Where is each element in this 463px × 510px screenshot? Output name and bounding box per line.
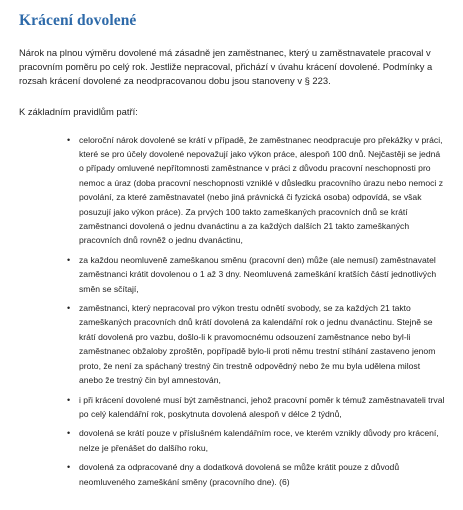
list-item-text: celoroční nárok dovolené se krátí v případě, že zaměstnanec neodpracuje pro překážky v práci, které se pro účely dovolené nepovažují jako výkon práce, alespoň 100 dnů. Nejčastěji se jedná o případy omluvené nepřítomnosti zaměstnance v práci z důvodu pracovní neschopnosti pro nemoc a úraz (doba pracovní neschopnosti vzniklé v důsledku pracovního úrazu nebo nemoci z povolání, za které zaměstnavatel (nebo jiná právnická či fyzická osoba) odpovídá, se však posuzují jako výkon práce). Za prvých 100 takto zameškaných pracovních dnů se krátí zaměstnanci dovolená o jednu dvanáctinu a za každých dalších 21 takto zameškaných pracovních dnů rovněž o jednu dvanáctinu,: [79, 134, 444, 246]
bullet-icon: •: [67, 462, 71, 473]
bullet-icon: •: [67, 254, 71, 265]
list-item-text: i při krácení dovolené musí být zaměstnanci, jehož pracovní poměr k témuž zaměstnavateli trval po celý kalendářní rok, poskytnuta dovolená alespoň v délce 2 týdnů,: [79, 394, 445, 419]
list-item: [67, 460, 445, 489]
list-item: [67, 426, 445, 455]
list-item: [67, 253, 445, 296]
page-title: Krácení dovolené: [19, 12, 137, 29]
list-item: [67, 133, 445, 248]
bullet-icon: •: [67, 428, 71, 439]
list-item: [67, 301, 445, 387]
bullet-icon: •: [67, 134, 71, 145]
bullet-icon: •: [67, 394, 71, 405]
list-item-text: dovolená se krátí pouze v příslušném kalendářním roce, ve kterém vznikly důvody pro krácení, nelze je přenášet do dalšího roku,: [79, 428, 439, 453]
list-item-text: za každou neomluveně zameškanou směnu (pracovní den) může (ale nemusí) zaměstnavatel zaměstnanci krátit dovolenou o 1 až 3 dny. Neomluvená zameškání kratších částí jednotlivých směn se sčítají,: [79, 254, 437, 294]
rules-lead-in: K základním pravidlům patří:: [19, 105, 138, 117]
list-item-text: dovolená za odpracované dny a dodatková dovolená se může krátit pouze z důvodů neomluveného zameškání směny (pracovního dne). (6): [79, 462, 400, 487]
intro-paragraph: Nárok na plnou výměru dovolené má zásadně jen zaměstnanec, který u zaměstnavatele pracoval v pracovním poměru po celý rok. Jestliže nepracoval, přichází v úvahu krácení dovolené. Podmínky a rozsah krácení dovolené za neodpracovanou dobu jsou stanoveny v § 223.: [19, 47, 433, 87]
bullet-icon: •: [67, 303, 71, 314]
list-item-text: zaměstnanci, který nepracoval pro výkon trestu odnětí svobody, se za každých 21 takto zameškaných pracovních dnů krátí dovolená za kalendářní rok o jednu dvanáctinu. Stejně se krátí dovolená pro vazbu, došlo-li k pravomocnému odsouzení zaměstnance nebo byl-li zaměstnanec obžaloby zproštěn, popřípadě bylo-li proti němu trestní stíhání zastaveno jenom proto, že není za spáchaný trestný čin trestně odpovědný nebo že mu byla udělena milost anebo že trestný čin byl amnestován,: [79, 303, 436, 386]
rules-list: [19, 133, 451, 489]
list-item: [67, 393, 445, 422]
